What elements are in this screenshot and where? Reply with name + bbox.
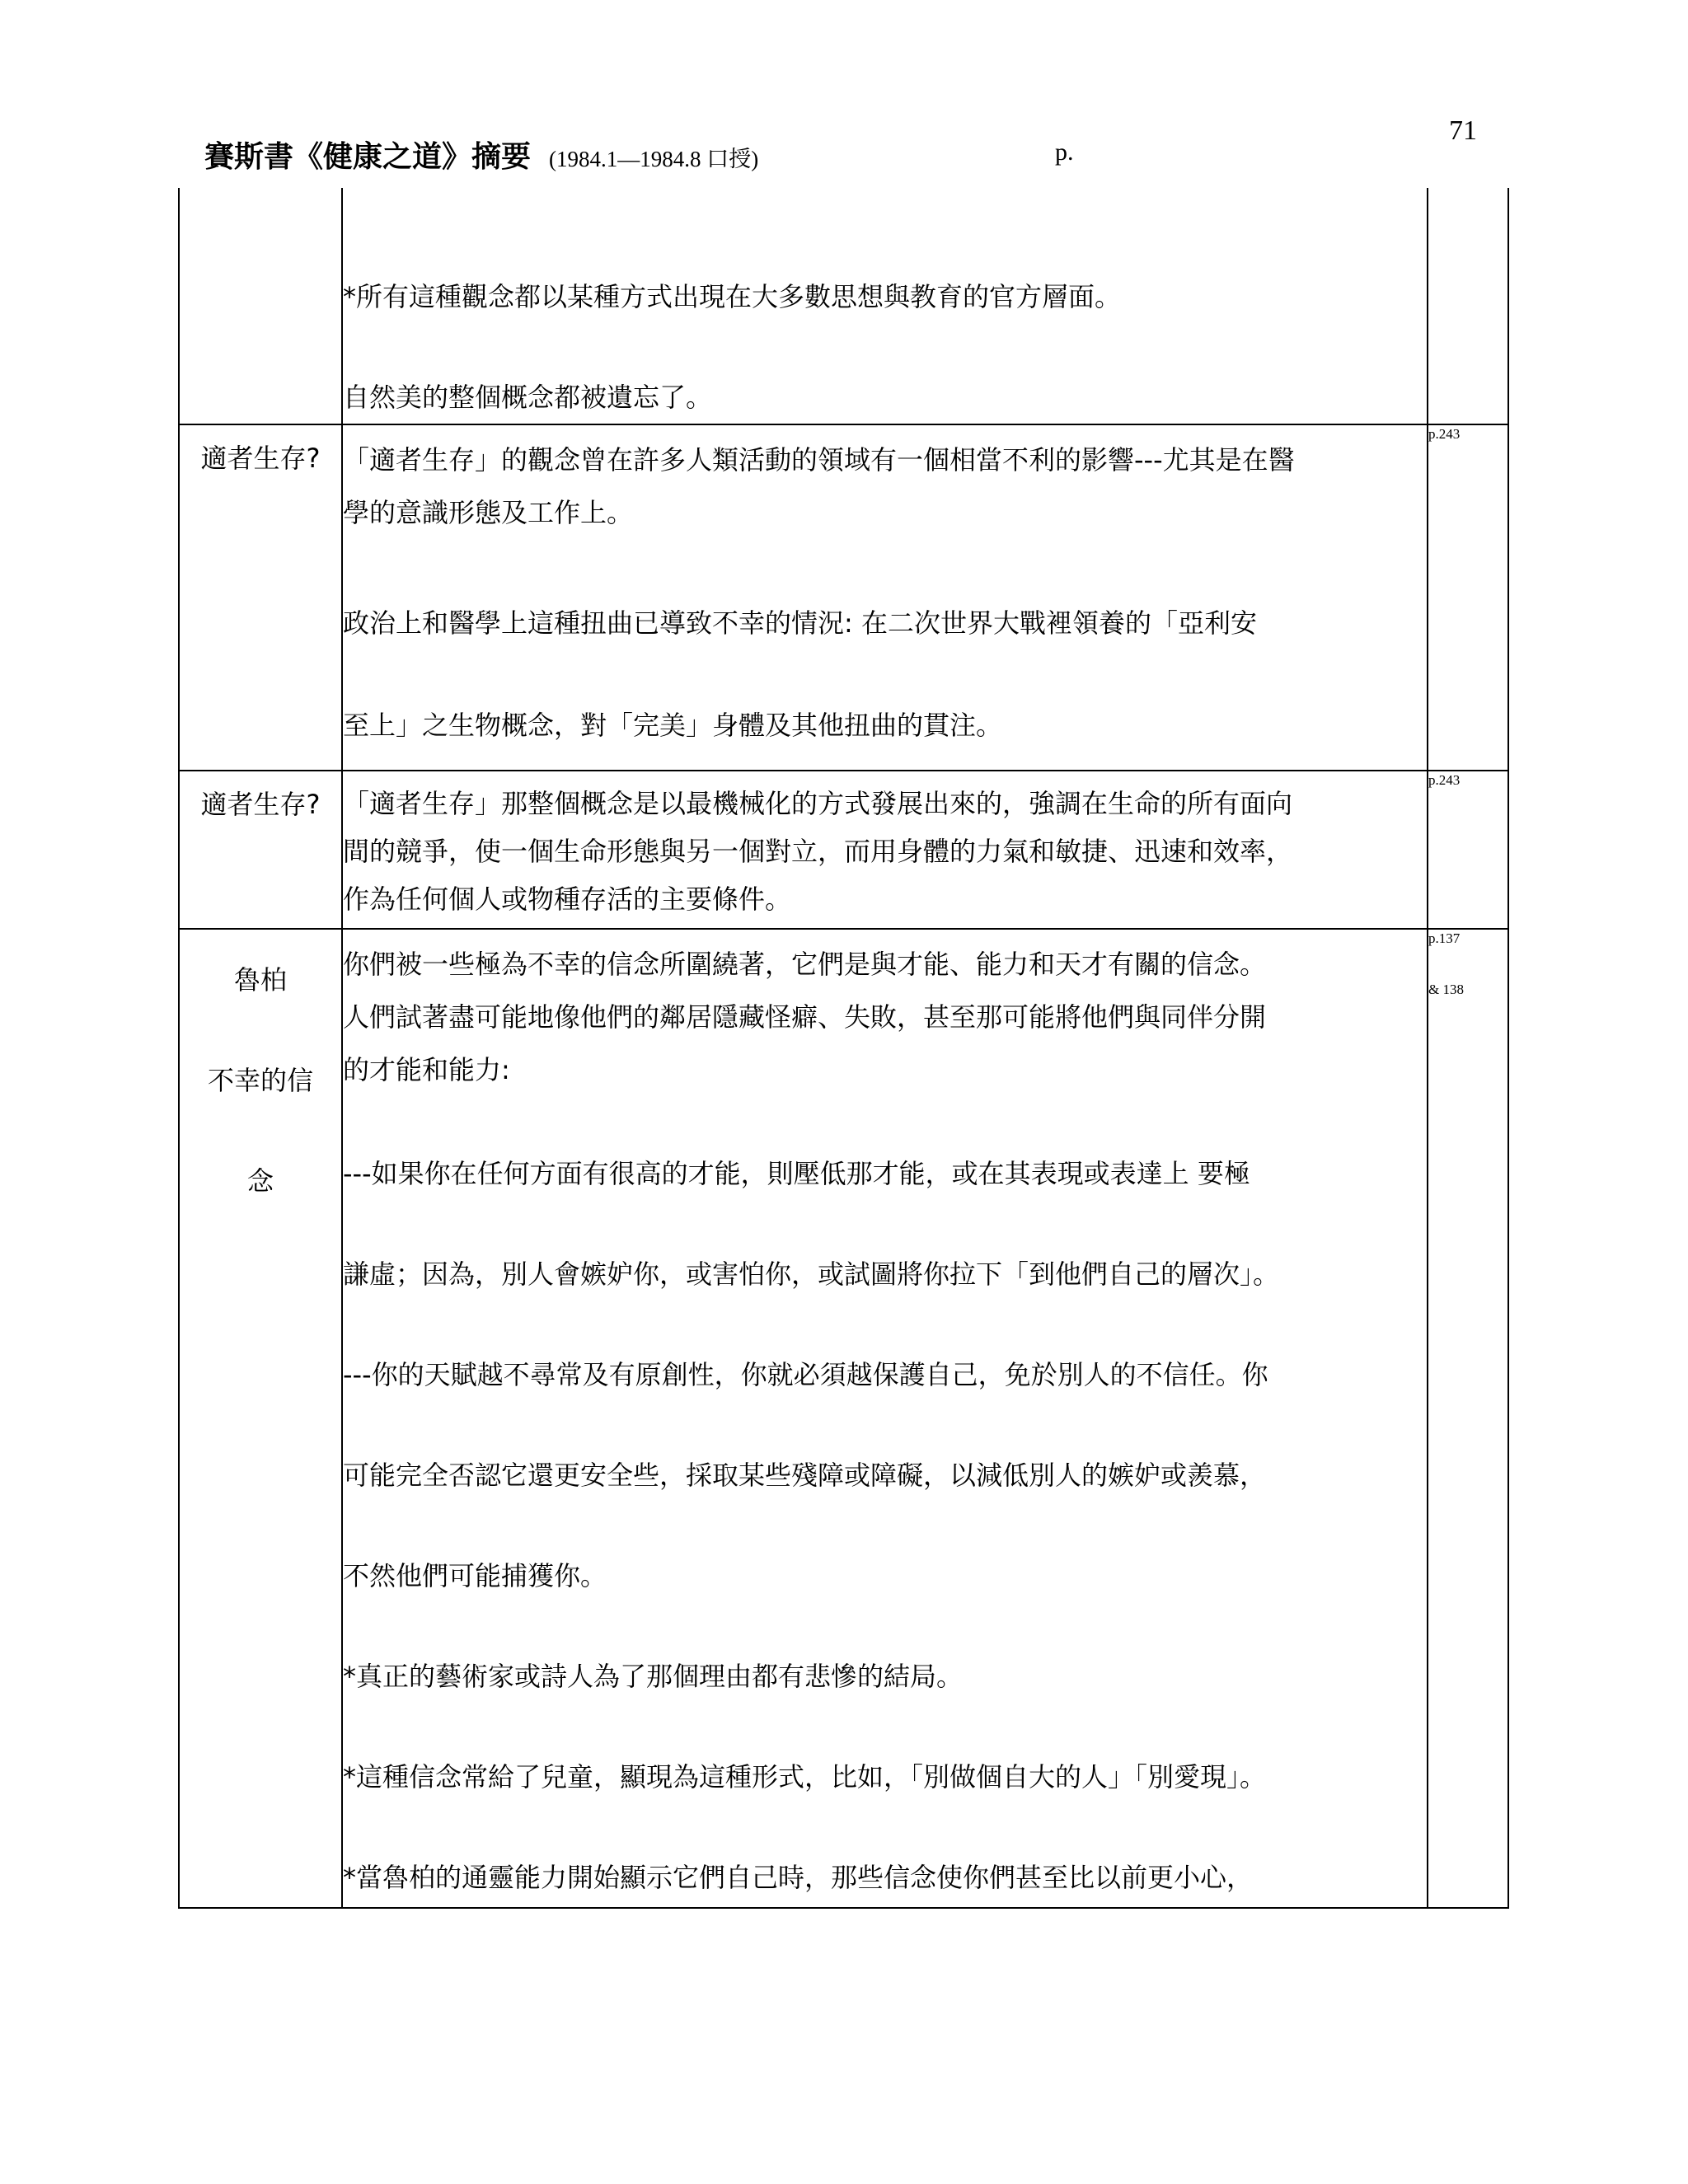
paragraph: 可能完全否認它還更安全些，採取某些殘障或障礙，以減低別人的嫉妒或羨慕， xyxy=(343,1460,1267,1491)
ref-cell xyxy=(1428,188,1508,424)
paragraph: ---你的天賦越不尋常及有原創性，你就必須越保護自己，免於別人的不信任。你 xyxy=(343,1359,1268,1390)
page-reference: & 138 xyxy=(1428,982,1464,997)
document-title: 賽斯書《健康之道》摘要 xyxy=(204,140,532,174)
page-reference: p.243 xyxy=(1428,426,1461,442)
notes-table xyxy=(178,188,1509,1909)
table-row xyxy=(179,929,1508,1908)
paragraph: 間的競爭，使一個生命形態與另一個對立，而用身體的力氣和敏捷、迅速和效率， xyxy=(343,836,1293,867)
paragraph: 自然美的整個概念都被遺忘了。 xyxy=(343,382,713,413)
topic-cell xyxy=(179,424,342,771)
paragraph: *真正的藝術家或詩人為了那個理由都有悲慘的結局。 xyxy=(343,1661,964,1692)
paragraph: 人們試著盡可能地像他們的鄰居隱藏怪癖、失敗，甚至那可能將他們與同伴分開 xyxy=(343,1001,1267,1033)
paragraph: 政治上和醫學上這種扭曲已導致不幸的情況: 在二次世界大戰裡領養的「亞利安 xyxy=(343,607,1257,639)
topic-cell xyxy=(179,929,342,1908)
document-subtitle: (1984.1—1984.8 口授) xyxy=(549,147,759,171)
table-row xyxy=(179,188,1508,424)
ref-cell xyxy=(1428,771,1508,929)
table-row xyxy=(179,771,1508,929)
ref-cell xyxy=(1428,424,1508,771)
paragraph: 不然他們可能捕獲你。 xyxy=(343,1560,607,1591)
text-cell xyxy=(342,188,1428,424)
page-reference: p.137 xyxy=(1428,930,1461,946)
paragraph: 謙虛；因為，別人會嫉妒你，或害怕你，或試圖將你拉下「到他們自己的層次」。 xyxy=(343,1258,1280,1290)
ref-cell xyxy=(1428,929,1508,1908)
paragraph: 「適者生存」的觀念曾在許多人類活動的領域有一個相當不利的影響---尤其是在醫 xyxy=(343,444,1295,476)
page-number: 71 xyxy=(1449,115,1477,146)
topic-cell xyxy=(179,188,342,424)
page-label: p. xyxy=(1055,138,1074,166)
paragraph: 「適者生存」那整個概念是以最機械化的方式發展出來的，強調在生命的所有面向 xyxy=(343,788,1293,819)
paragraph: *當魯柏的通靈能力開始顯示它們自己時，那些信念使你們甚至比以前更小心， xyxy=(343,1862,1254,1893)
paragraph: 至上」之生物概念，對「完美」身體及其他扭曲的貫注。 xyxy=(343,710,1003,741)
text-cell xyxy=(342,424,1428,771)
paragraph: ---如果你在任何方面有很高的才能，則壓低那才能，或在其表現或表達上 要極 xyxy=(343,1158,1250,1189)
paragraph: 的才能和能力: xyxy=(343,1054,510,1085)
paragraph: *所有這種觀念都以某種方式出現在大多數思想與教育的官方層面。 xyxy=(343,281,1122,312)
paragraph: 你們被一些極為不幸的信念所圍繞著，它們是與才能、能力和天才有關的信念。 xyxy=(343,949,1267,980)
topic-label: 魯柏 xyxy=(233,964,287,996)
paragraph: 作為任何個人或物種存活的主要條件。 xyxy=(343,883,792,915)
topic-cell xyxy=(179,771,342,929)
table-row xyxy=(179,424,1508,771)
topic-label: 不幸的信 xyxy=(207,1065,313,1096)
text-cell xyxy=(342,929,1428,1908)
topic-label: 適者生存? xyxy=(200,443,321,474)
paragraph: *這種信念常給了兒童，顯現為這種形式，比如，「別做個自大的人」「別愛現」。 xyxy=(343,1761,1267,1793)
page-reference: p.243 xyxy=(1428,772,1461,788)
paragraph: 學的意識形態及工作上。 xyxy=(343,497,634,528)
topic-label: 念 xyxy=(246,1165,274,1197)
topic-label: 適者生存? xyxy=(200,789,321,820)
document-header xyxy=(204,134,1074,176)
text-cell xyxy=(342,771,1428,929)
